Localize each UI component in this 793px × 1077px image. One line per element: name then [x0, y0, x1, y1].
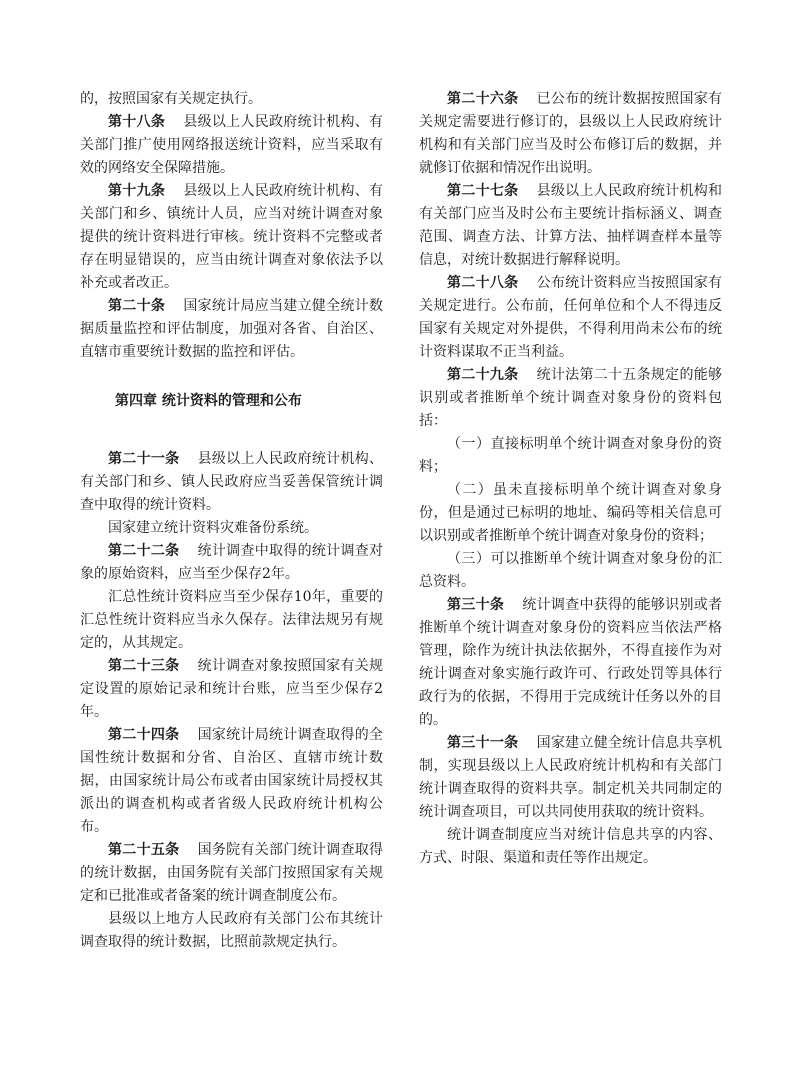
article-30 — [419, 594, 722, 732]
article-29-item-2: （二）虽未直接标明单个统计调查对象身份，但是通过已标明的地址、编码等相关信息可以识别或者推断单个统计调查对象身份的资料； — [419, 482, 722, 544]
chapter-heading: 第四章 统计资料的管理和公布 — [115, 393, 302, 409]
article-text: 国家统计局统计调查取得的全国性统计数据和分省、自治区、直辖市统计数据，由国家统计局公布或者由国家统计局授权其派出的调查机构或者省级人民政府统计机构公布。 — [80, 727, 384, 835]
article-text: 国家统计局应当建立健全统计数据质量监控和评估制度，加强对各省、自治区、直辖市重要统计数据的监控和评估。 — [80, 298, 384, 360]
paragraph-continued: 的，按照国家有关规定执行。 — [80, 91, 262, 107]
article-text: 县级以上人民政府统计机构、有关部门和乡、镇人民政府应当妥善保管统计调查中取得的统计资料。 — [80, 451, 384, 513]
article-text: 统计调查对象按照国家有关规定设置的原始记录和统计台账，应当至少保存2年。 — [80, 658, 384, 720]
article-text: 统计调查中取得的统计调查对象的原始资料，应当至少保存2年。 — [80, 543, 384, 582]
article-number: 第三十一条 — [447, 735, 519, 751]
article-22 — [80, 540, 383, 586]
article-number: 第二十三条 — [108, 658, 180, 674]
article-number: 第二十八条 — [447, 275, 519, 291]
article-25 — [80, 839, 383, 908]
article-number: 第二十四条 — [108, 727, 180, 743]
article-text: 统计法第二十五条规定的能够识别或者推断单个统计调查对象身份的资料包括： — [419, 367, 723, 429]
article-number: 第二十五条 — [108, 842, 180, 858]
article-21-paragraph-2: 国家建立统计资料灾难备份系统。 — [108, 520, 318, 536]
article-28 — [419, 272, 722, 364]
article-text: 县级以上人民政府统计机构和有关部门应当及时公布主要统计指标涵义、调查范围、调查方法、计算方法、抽样调查样本量等信息，对统计数据进行解释说明。 — [419, 183, 723, 268]
article-text: 公布统计资料应当按照国家有关规定进行。公布前，任何单位和个人不得违反国家有关规定对外提供，不得利用尚未公布的统计资料谋取不正当利益。 — [419, 275, 723, 360]
article-number: 第二十七条 — [447, 183, 519, 199]
article-text: 县级以上人民政府统计机构、有关部门和乡、镇统计人员，应当对统计调查对象提供的统计资料进行审核。统计资料不完整或者存在明显错误的，应当由统计调查对象依法予以补充或者改正。 — [80, 183, 384, 291]
article-26 — [419, 88, 722, 180]
article-31 — [419, 732, 722, 824]
article-number: 第三十条 — [447, 597, 505, 613]
right-column — [419, 88, 722, 870]
article-18 — [80, 111, 383, 180]
article-text: 国家建立健全统计信息共享机制，实现县级以上人民政府统计机构和有关部门统计调查取得的资料共享。制定机关共同制定的统计调查项目，可以共同使用获取的统计资料。 — [419, 735, 723, 820]
article-number: 第二十六条 — [447, 91, 519, 107]
article-19 — [80, 180, 383, 295]
article-text: 已公布的统计数据按照国家有关规定需要进行修订的，县级以上人民政府统计机构和有关部门应当及时公布修订后的数据，并就修订依据和情况作出说明。 — [419, 91, 723, 176]
article-number: 第二十二条 — [108, 543, 180, 559]
article-number: 第十八条 — [108, 114, 166, 130]
article-number: 第二十条 — [108, 298, 166, 314]
article-29 — [419, 364, 722, 433]
article-22-paragraph-2: 汇总性统计资料应当至少保存10年，重要的汇总性统计资料应当永久保存。法律法规另有规定的，从其规定。 — [80, 589, 383, 651]
article-number: 第二十一条 — [108, 451, 180, 467]
article-number: 第十九条 — [108, 183, 166, 199]
article-20 — [80, 295, 383, 364]
article-27 — [419, 180, 722, 272]
article-29-item-3: （三）可以推断单个统计调查对象身份的汇总资料。 — [419, 551, 722, 590]
article-23 — [80, 655, 383, 724]
article-31-paragraph-2: 统计调查制度应当对统计信息共享的内容、方式、时限、渠道和责任等作出规定。 — [419, 827, 722, 866]
article-25-paragraph-2: 县级以上地方人民政府有关部门公布其统计调查取得的统计数据，比照前款规定执行。 — [80, 911, 383, 950]
article-21 — [80, 448, 383, 517]
left-column — [80, 88, 383, 954]
article-number: 第二十九条 — [447, 367, 519, 383]
article-24 — [80, 724, 383, 839]
article-text: 县级以上人民政府统计机构、有关部门推广使用网络报送统计资料，应当采取有效的网络安全保障措施。 — [80, 114, 384, 176]
article-29-item-1: （一）直接标明单个统计调查对象身份的资料； — [419, 436, 722, 475]
article-text: 国务院有关部门统计调查取得的统计数据，由国务院有关部门按照国家有关规定和已批准或者备案的统计调查制度公布。 — [80, 842, 384, 904]
article-text: 统计调查中获得的能够识别或者推断单个统计调查对象身份的资料应当依法严格管理，除作为统计执法依据外，不得直接作为对统计调查对象实施行政许可、行政处罚等具体行政行为的依据，不得用于完成统计任务以外的目的。 — [419, 597, 723, 728]
